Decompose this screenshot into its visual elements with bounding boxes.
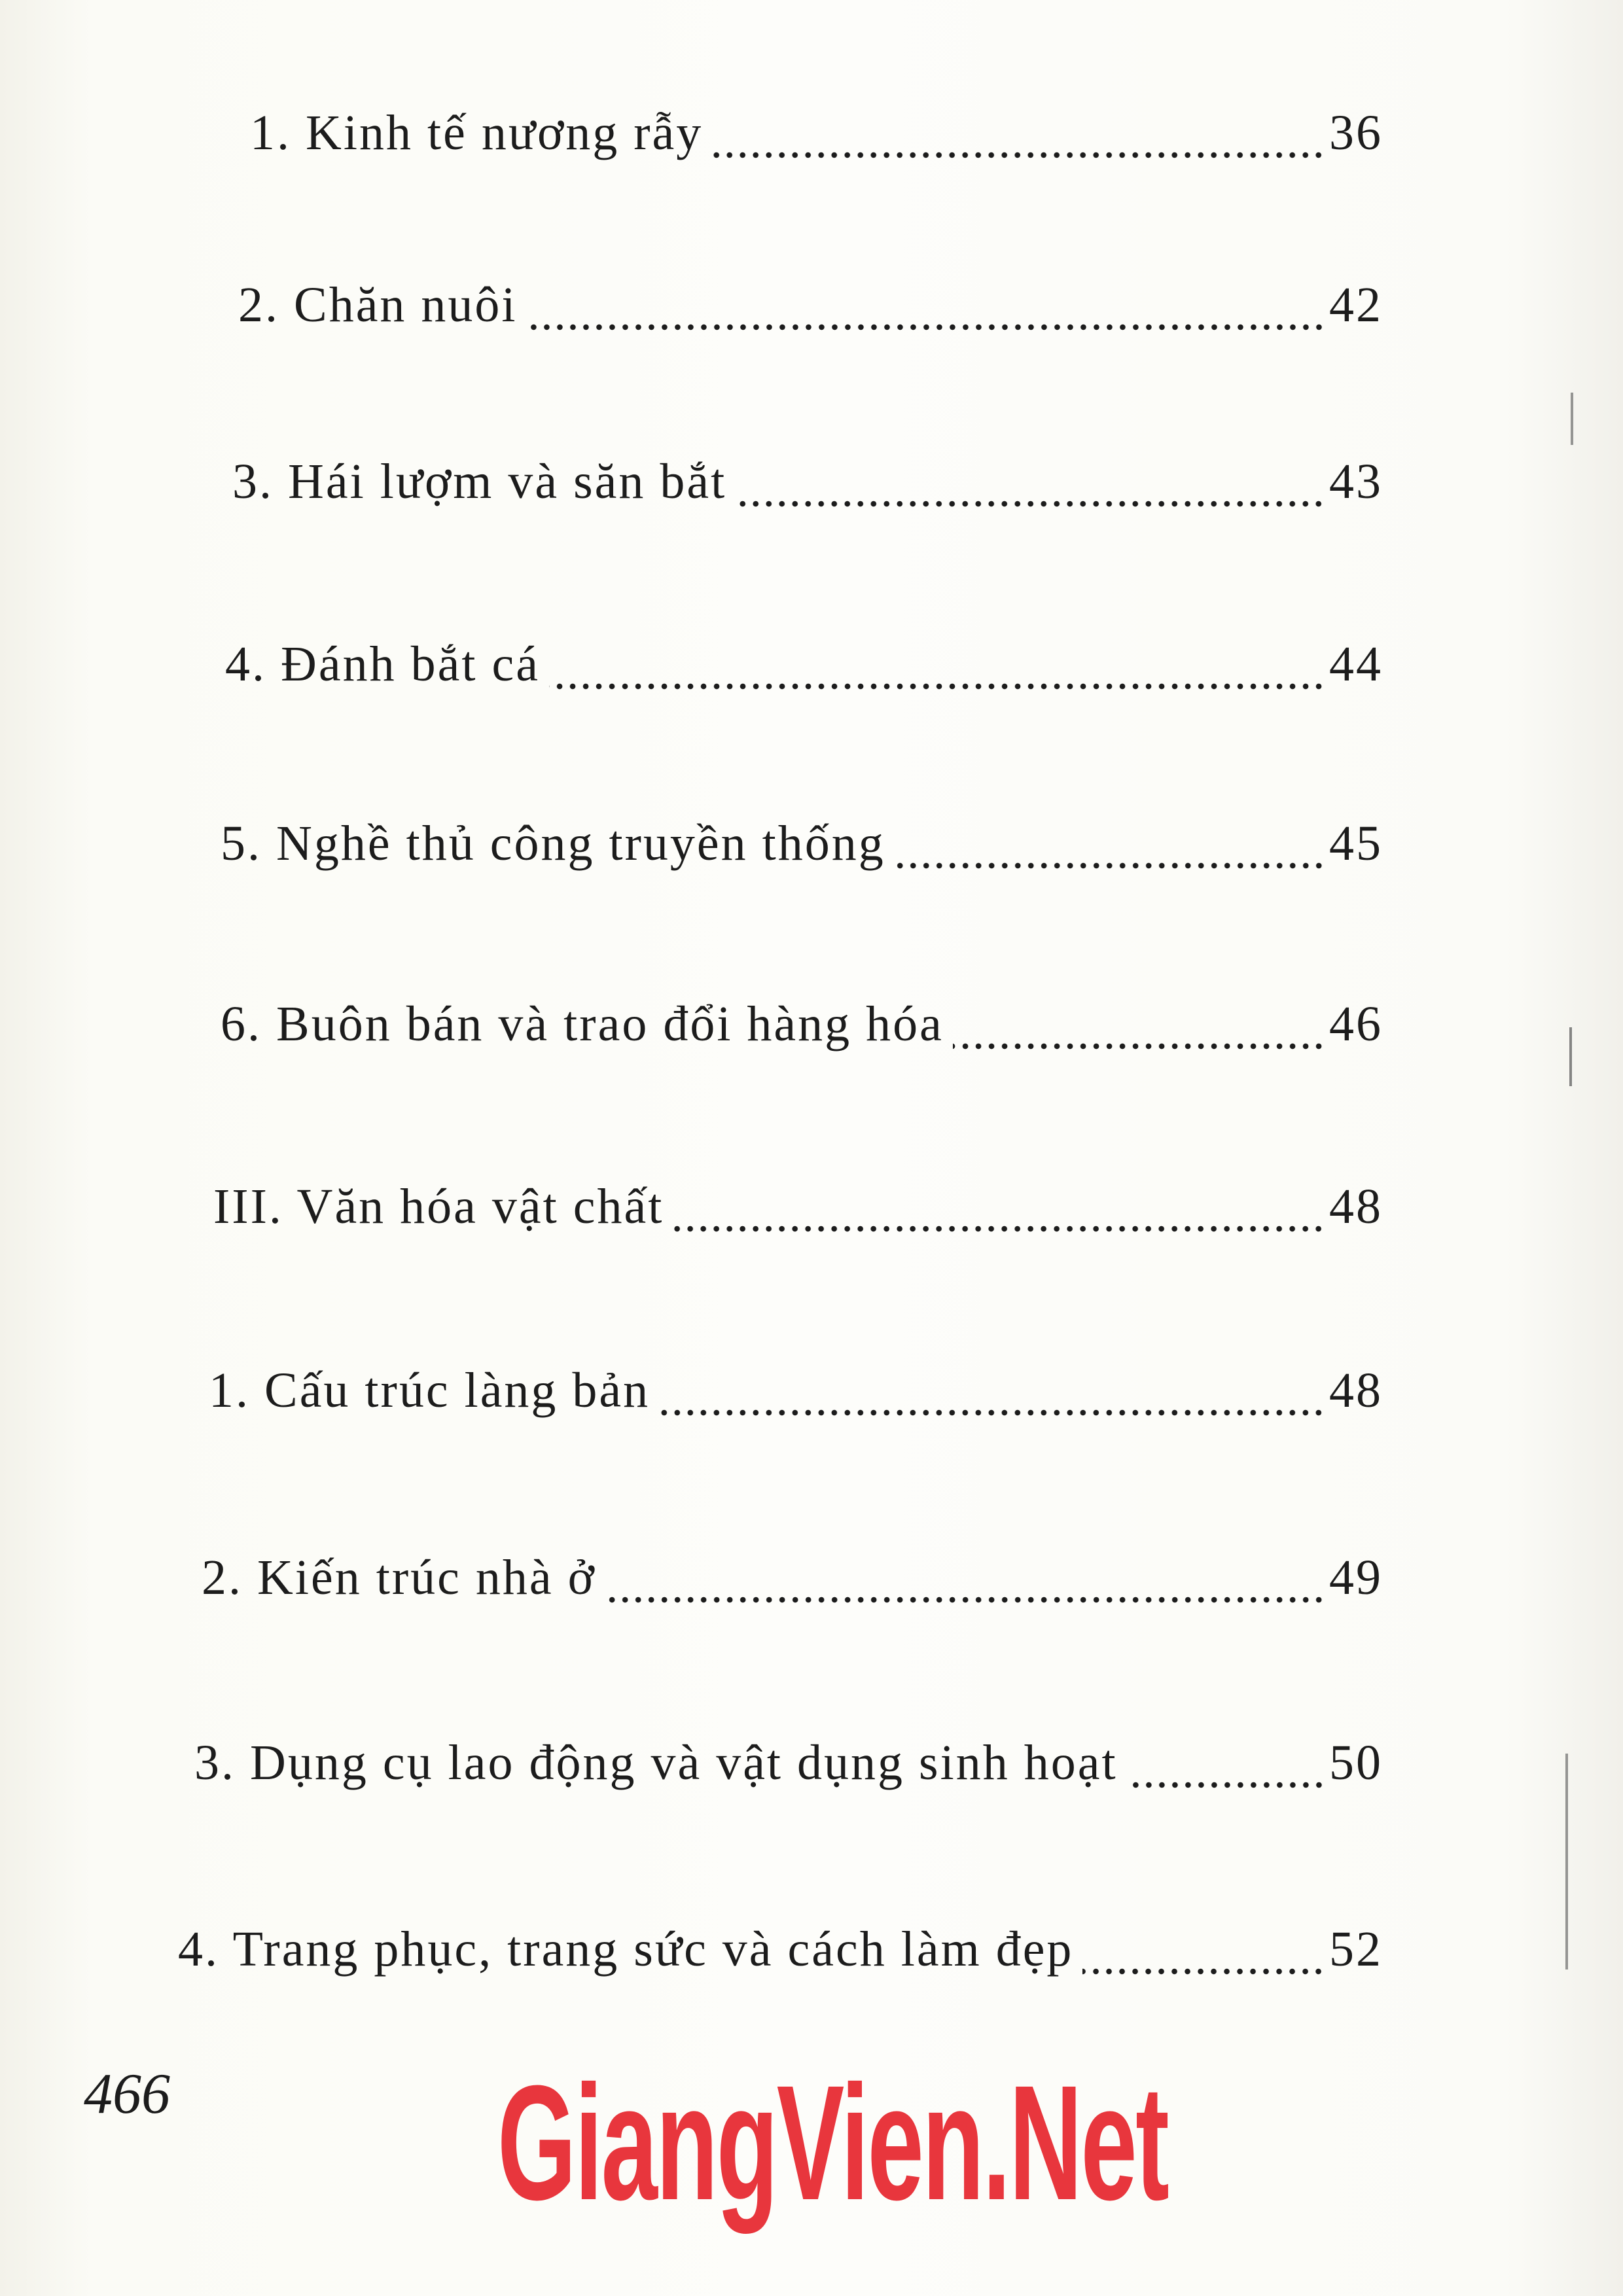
- dot-leader: [659, 1409, 1325, 1416]
- toc-entry-page: 50: [1329, 1735, 1383, 1790]
- toc-entry: [221, 996, 1383, 1061]
- dot-leader: [953, 1043, 1325, 1050]
- toc-entry-page: 46: [1329, 997, 1383, 1051]
- toc-entry: [194, 1735, 1383, 1800]
- toc-section: [213, 1178, 1383, 1244]
- toc-entry-title: 2. Kiến trúc nhà ở: [202, 1550, 596, 1605]
- toc-entry-title: 3. Hái lượm và săn bắt: [232, 454, 727, 509]
- page-edge-mark: [1571, 393, 1573, 445]
- dot-leader: [605, 1597, 1325, 1603]
- dot-leader: [1082, 1968, 1325, 1975]
- toc-entry-title: 1. Kinh tế nương rẫy: [250, 105, 704, 160]
- toc-entry-title: 1. Cấu trúc làng bản: [209, 1363, 651, 1418]
- toc-entry-title: 4. Trang phục, trang sức và cách làm đẹp: [178, 1922, 1074, 1977]
- toc-entry: [238, 277, 1383, 342]
- dot-leader: [673, 1226, 1325, 1232]
- toc-entry-title: 6. Buôn bán và trao đổi hàng hóa: [221, 997, 944, 1051]
- dot-leader: [527, 324, 1325, 330]
- toc-entry-title: 5. Nghề thủ công truyền thống: [221, 816, 885, 871]
- toc-entry-page: 43: [1329, 454, 1383, 509]
- toc-entry-title: 4. Đánh bắt cá: [225, 637, 540, 692]
- toc-entry-page: 48: [1329, 1179, 1383, 1234]
- toc-entry-title: 3. Dụng cụ lao động và vật dụng sinh hoạt: [194, 1735, 1118, 1790]
- dot-leader: [895, 862, 1325, 869]
- toc-entry: [225, 636, 1383, 701]
- dot-leader: [549, 683, 1325, 690]
- toc-entry: [178, 1921, 1383, 1987]
- dot-leader: [712, 152, 1325, 158]
- toc-entry-page: 48: [1329, 1363, 1383, 1418]
- toc-entry-page: 49: [1329, 1550, 1383, 1605]
- toc-entry: [250, 105, 1383, 170]
- page-edge-mark: [1569, 1027, 1572, 1086]
- toc-entry: [232, 453, 1383, 519]
- toc-entry-page: 36: [1329, 105, 1383, 160]
- toc-entry-page: 45: [1329, 816, 1383, 871]
- dot-leader: [1127, 1782, 1325, 1788]
- dot-leader: [736, 501, 1325, 507]
- page-number: 466: [84, 2062, 170, 2126]
- page-edge-mark: [1565, 1754, 1568, 1969]
- toc-entry-title: 2. Chăn nuôi: [238, 277, 518, 332]
- toc-entry-page: 44: [1329, 637, 1383, 692]
- toc-entry-title: III. Văn hóa vật chất: [213, 1179, 664, 1234]
- toc-entry-page: 52: [1329, 1922, 1383, 1977]
- toc-entry: [202, 1549, 1383, 1615]
- watermark-logo: GiangVien.Net: [497, 2051, 1168, 2234]
- toc-entry: [209, 1362, 1383, 1428]
- toc-entry: [221, 815, 1383, 881]
- toc-entry-page: 42: [1329, 277, 1383, 332]
